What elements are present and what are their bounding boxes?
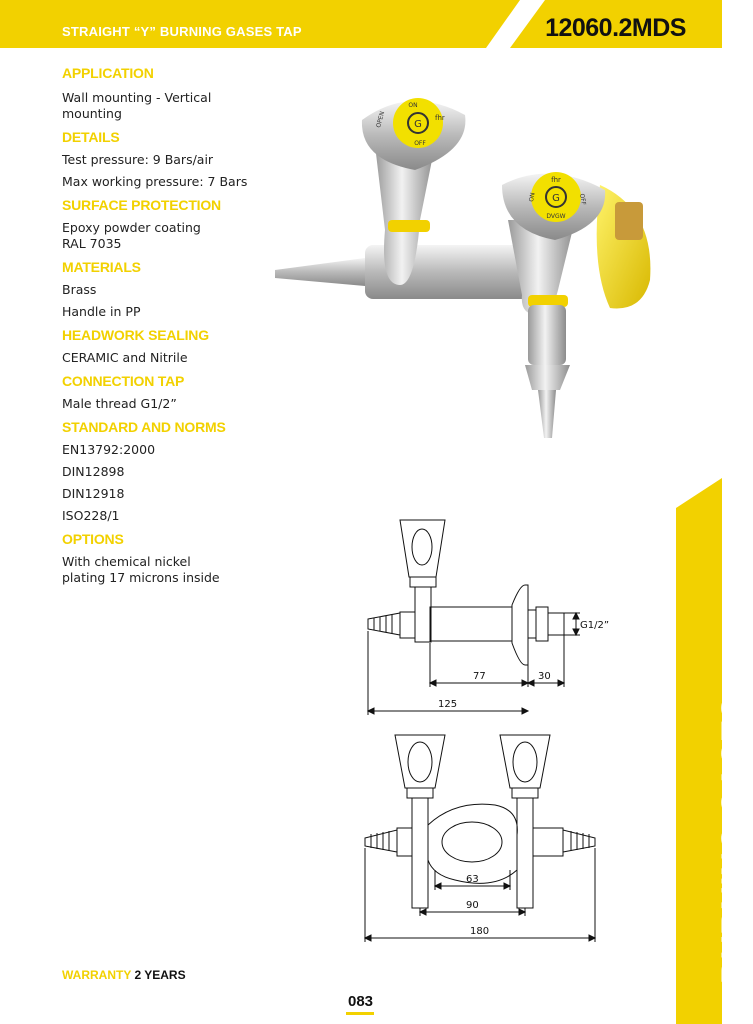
warranty: [62, 968, 186, 982]
spec-list: [62, 64, 282, 592]
header-title: STRAIGHT “Y” BURNING GASES TAP: [62, 24, 302, 39]
section-heading: OPTIONS: [62, 531, 124, 547]
dim-90: 90: [466, 900, 479, 911]
drawing-front-knob-left: [395, 735, 445, 788]
technical-drawing-front: [355, 730, 605, 950]
left-knob-open-text: OPEN: [375, 110, 387, 129]
dim-180: 180: [470, 926, 490, 937]
drawing-front-flange: [428, 804, 517, 883]
section-line: Max working pressure: 7 Bars: [62, 174, 248, 189]
section-line: With chemical nickel plating 17 microns inside: [62, 554, 220, 585]
section-standard-norms: [62, 418, 282, 524]
section-heading: DETAILS: [62, 129, 120, 145]
vertical-outlet: [528, 305, 566, 365]
drawing-front-nozzle-left: [365, 830, 397, 852]
section-headwork-sealing: [62, 326, 282, 366]
dim-77: 77: [473, 671, 486, 682]
right-knob-brand-text: fhr: [551, 176, 561, 184]
section-line: Brass: [62, 282, 97, 297]
drawing-vertical-stem: [415, 587, 431, 642]
warranty-label: WARRANTY: [62, 968, 132, 982]
section-connection-tap: [62, 372, 282, 412]
right-knob-dvgw-text: DVGW: [546, 213, 566, 220]
section-heading: SURFACE PROTECTION: [62, 197, 221, 213]
dim-63: 63: [466, 874, 479, 885]
section-details: [62, 128, 282, 190]
section-heading: STANDARD AND NORMS: [62, 419, 226, 435]
section-heading: MATERIALS: [62, 259, 141, 275]
section-surface-protection: [62, 196, 282, 252]
left-knob-center-text: G: [414, 119, 422, 130]
thread-connector: [615, 202, 643, 240]
drawing-thread: [548, 613, 564, 635]
section-heading: CONNECTION TAP: [62, 373, 185, 389]
hose-nozzle-left: [275, 258, 365, 286]
dim-thread: G1/2”: [580, 620, 610, 631]
section-application: [62, 64, 282, 122]
section-line: Epoxy powder coating RAL 7035: [62, 220, 201, 251]
section-line: Male thread G1/2”: [62, 396, 177, 411]
section-line: DIN12918: [62, 486, 125, 501]
section-options: [62, 530, 282, 586]
section-line: DIN12898: [62, 464, 125, 479]
section-line: CERAMIC and Nitrile: [62, 350, 188, 365]
page-number-underline: [346, 1012, 374, 1015]
left-knob-on-text: ON: [408, 102, 418, 109]
side-band-text: BURNING GASES: [715, 696, 753, 984]
section-heading: HEADWORK SEALING: [62, 327, 209, 343]
technical-drawing-side: [360, 515, 620, 720]
section-line: Handle in PP: [62, 304, 141, 319]
side-band-label: [680, 696, 753, 984]
left-knob-brand-text: fhr: [435, 114, 445, 122]
page-number: 083: [348, 993, 374, 1010]
header-bar: [0, 0, 722, 48]
drawing-horizontal-pipe: [430, 607, 512, 641]
hose-nozzle-bottom: [538, 390, 556, 438]
right-knob-center-text: G: [552, 193, 560, 204]
right-knob-on-text: ON: [528, 192, 537, 203]
left-knob-off-text: OFF: [414, 140, 426, 147]
section-line: EN13792:2000: [62, 442, 156, 457]
drawing-nozzle: [368, 613, 400, 635]
left-valve-ring: [388, 220, 430, 232]
section-line: ISO228/1: [62, 508, 120, 523]
dim-125: 125: [438, 699, 458, 710]
section-line: Wall mounting - Vertical mounting: [62, 90, 212, 121]
drawing-front-knob-right: [500, 735, 550, 788]
section-line: Test pressure: 9 Bars/air: [62, 152, 214, 167]
section-heading: APPLICATION: [62, 65, 154, 81]
drawing-flange: [512, 585, 528, 665]
dim-30: 30: [538, 671, 551, 682]
product-photo: [270, 90, 670, 450]
product-code: 12060.2MDS: [545, 14, 686, 42]
right-knob-off-text: OFF: [578, 193, 587, 206]
warranty-value: 2 YEARS: [134, 968, 186, 982]
section-materials: [62, 258, 282, 320]
drawing-front-nozzle-right: [563, 830, 595, 852]
